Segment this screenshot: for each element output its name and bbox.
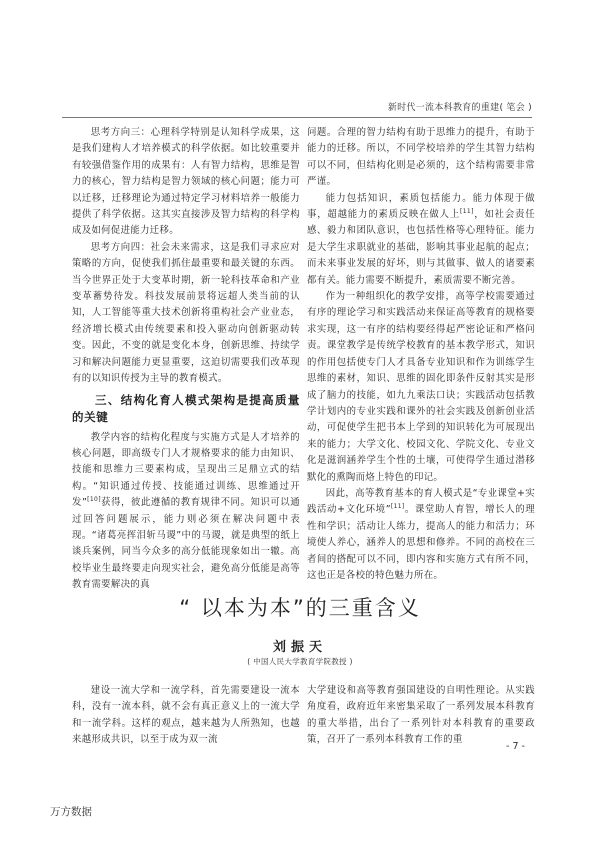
paragraph-ability [307,191,535,289]
author-affiliation: ( 中国人民大学教育学院教授 ) [247,657,353,666]
paragraph-text: 。课堂助人育智，增长人的理性和学识；活动让人练力，提高人的能力和活力；环境使人养心，涵养人的思想和修养。不同的高校在三者间的搭配可以不同，即内容和实施方式有所不同，这也正是各校的特色魅力所在。 [307,504,535,581]
page-number: - 7 - [506,741,525,752]
paragraph-text: ，如社会责任感、毅力和团队意识，也包括性格等心理特征。能力是大学生求职就业的基础，影响其事业起航的起点；而未来事业发展的好坏，则与其做事、做人的诸要素都有关。能力需要不断提升，素质需要不断完善。 [307,209,535,286]
section-heading: 三、结构化育人模式架构是提高质量的关键 [72,392,300,424]
author-name: 刘振天 [272,640,327,655]
watermark: 万方数据 [50,806,92,818]
paragraph-text: 教学内容的结构化程度与实施方式是人才培养的核心问题，即高级专门人才规格要求的能力由知识、技能和思维力三要素构成，呈现出三足鼎立式的结构。“知识通过传授、技能通过训练、思维通过开发” [72,431,300,509]
right-column-article [307,683,535,749]
citation-ref: [11] [460,208,474,216]
citation-ref: [10] [87,496,101,504]
article-paragraph-continuation: 大学建设和高等教育强国建设的自明性理论。从实践角度看，政府近年来密集采取了一系列发展本科教育的重大举措，出台了一系列针对本科教育的重要政策，召开了一系列本科教育工作的重 [307,685,535,746]
paragraph-conclusion [307,486,535,584]
paragraph-direction-four: 思考方向四：社会未来需求，这是我们寻求应对策略的方向，促使我们抓住最重要和最关键的东西。当今世界正处于大变革时期，新一轮科技革命和产业变革蓄势待发。科技发展前景将远超人类当前的认知，人工智能等重大技术创新将重构社会产业业态，经济增长模式由传统要素和投入驱动向创新驱动转变。因此，不变的就是变化本身，创新思维、持续学习和解决问题能力更显重要，这迫切需要我们改革现有的以知识传授为主导的教育模式。 [72,241,300,385]
citation-ref: [11] [390,503,405,511]
paragraph-text: 因此，高等教育基本的育人模式是“专业课堂+实践活动+文化环境” [307,487,535,516]
paragraph-text: 能力包括知识，素质包括能力。能力体现于做事，超越能力的素质反映在做人上 [307,192,535,221]
article-paragraph: 建设一流大学和一流学科，首先需要建设一流本科，没有一流本科，就不会有真正意义上的一流大学和一流学科。这样的观点，越来越为人所熟知，也越来越形成共识，以至于成为双一流 [72,685,300,746]
running-header: 新时代一流本科教育的重建( 笔会 ) [62,100,532,118]
paragraph-text: 获得，彼此遵循的教育规律不同。知识可以通过回答问题展示，能力则必须在解决问题中表现。“诸葛亮挥泪斩马谡”中的马谡，就是典型的纸上谈兵案例，同当今众多的高分低能现象如出一辙。高校毕业生最终要走向现实社会，避免高分低能是高等教育需要解决的真 [72,497,300,591]
left-column-upper [72,125,300,594]
left-column-article [72,683,300,749]
paragraph-direction-three: 思考方向三：心理科学特别是认知科学成果，这是我们建构人才培养模式的科学依据。如比较重要并有较强借鉴作用的成果有：人有智力结构，思维是智力的核心，智力结构是智力领域的核心问题；能力可以迁移，迁移理论为通过特定学习材料培养一般能力提供了科学依据。这其实直接涉及智力结构的科学构成及如何促进能力迁移。 [72,127,300,237]
paragraph-teaching-arrangement: 作为一种组织化的教学安排，高等学校需要通过有序的理论学习和实践活动来保证高等教育的规格要求实现，这一有序的结构要经得起严密论证和严格问责。课堂教学是传统学校教育的基本教学形式，知识的作用包括使专门人才具备专业知识和作为训练学生思维的素材，知识、思维的固化即条件反射其实是形成了脑力的技能，如九九乘法口诀；实践活动包括教学计划内的专业实践和课外的社会实践及创新创业活动，可促使学生把书本上学到的知识转化为可展现出来的能力；大学文化、校园文化、学院文化、专业文化是滋润涵养学生个性的土壤，可使得学生通过潜移默化的熏陶而烙上特色的印记。 [307,291,535,483]
right-column-upper [307,125,535,584]
article-title: “ 以本为本”的三重含义 [179,596,421,620]
paragraph-continuation: 问题。合理的智力结构有助于思维力的提升，有助于能力的迁移。所以，不同学校培养的学生其智力结构可以不同，但结构化则是必须的，这个结构需要非常严谨。 [307,127,535,188]
paragraph-structure [72,430,300,594]
